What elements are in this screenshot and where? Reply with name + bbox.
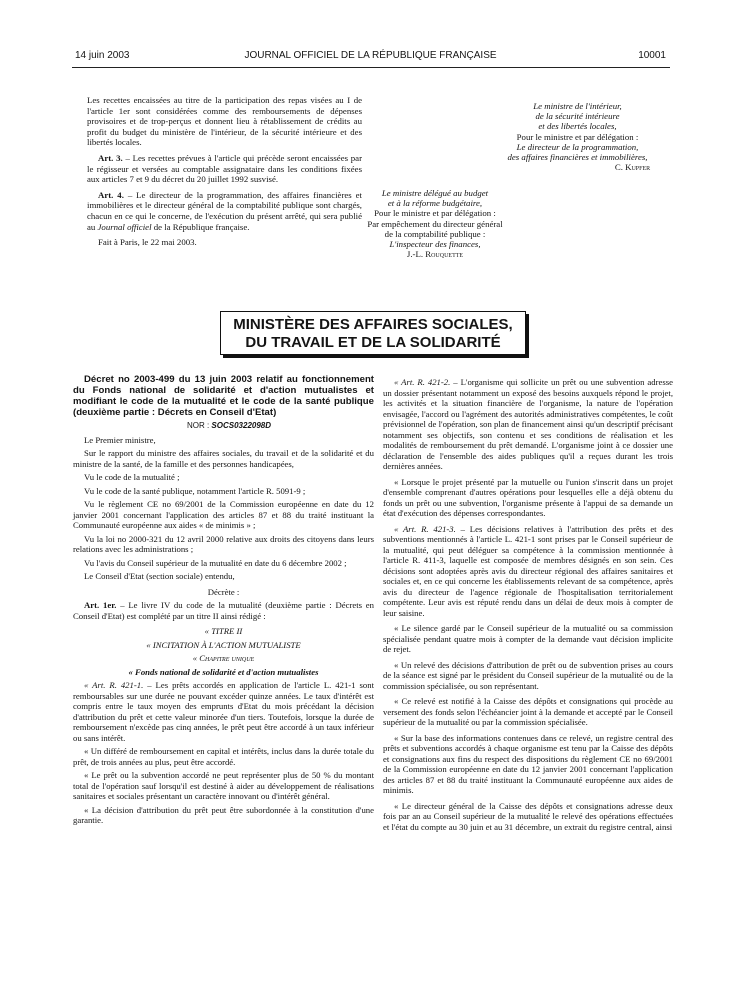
art4-journal: Journal officiel bbox=[97, 221, 152, 232]
header-page-number: 10001 bbox=[638, 50, 666, 61]
top-left-column bbox=[87, 95, 362, 251]
signature-block-budget bbox=[350, 188, 520, 259]
nor-label: NOR : bbox=[186, 421, 212, 430]
sig2-line: L'inspecteur des finances, bbox=[389, 239, 481, 250]
header-journal-title: JOURNAL OFFICIEL DE LA RÉPUBLIQUE FRANÇAISE bbox=[244, 50, 497, 61]
paragraph-releve: « Un relevé des décisions d'attribution de prêt ou de subvention prises au cours de la séance est signé par le président du Conseil supérieur de la mutualité ou de la commission spécialisée, ou son représentant. bbox=[383, 659, 673, 691]
sig1-name: C. Kupfer bbox=[614, 162, 651, 173]
heading-incitation: « INCITATION À L'ACTION MUTUALISTE bbox=[146, 639, 301, 650]
paragraph-recettes: Les recettes encaissées au titre de la participation des repas visées au I de l'article 1er sont considérées comme des remboursements de dépenses provisoires et de trop-perçus et donnent lieu à rétablissement de crédits au profit du budget du ministère de l'intérieur, de la sécurité intérieure et des libertés locales. bbox=[87, 95, 362, 148]
r4213-text: – Les décisions relatives à l'attribution des prêts et des subventions mentionnés à l'article L. 421-1 sont prises par le Conseil supérieur de la mutualité, qui peut déléguer sa compétence à la commission mentionnée à l'article R. 411-3, laquelle est composée de membres désignés en son sein. Ces décisions sont adoptées après avis du directeur régional des affaires sanitaires et sociales et, en ce qui concerne les établissements relevant de sa compétence, après avis du directeur de l'agence régionale de l'hospitalisation territorialement compétente. Leur avis est réputé rendu dans un délai de deux mois à compter de leur saisine. bbox=[383, 523, 673, 618]
heading-chapitre: « Chapitre unique bbox=[192, 653, 255, 663]
paragraph-notifie: « Ce relevé est notifié à la Caisse des dépôts et consignations qui procède au versement des fonds selon l'échéancier joint à la demande et accepté par le Conseil supérieur de la mutualité ou par la commission spécialisée. bbox=[383, 696, 673, 727]
ministry-heading-box bbox=[220, 311, 526, 355]
paragraph-base: « Sur la base des informations contenues dans ce relevé, un registre central des prêts et subventions accordés à chaque organisme est tenu par la Caisse des dépôts et consignations aux fins du respect des dispositions du règlement CE no 69/2001 de la Commission européenne en date du 12 janvier 2001 concernant l'application des articles 87 et 88 du traité instituant la Communauté européenne aux aides de minimis. bbox=[383, 732, 673, 795]
art4-label: Art. 4. bbox=[98, 189, 124, 200]
sig1-line: des affaires financières et immobilières, bbox=[507, 152, 648, 163]
signature-block-interieur bbox=[470, 101, 685, 172]
art1-label: Art. 1er. bbox=[84, 600, 117, 610]
art4-text-b: de la République française. bbox=[151, 221, 250, 232]
sig2-line: de la comptabilité publique : bbox=[384, 228, 486, 239]
heading-titre: « TITRE II bbox=[204, 626, 243, 636]
paragraph-art-r421-1 bbox=[73, 680, 374, 743]
art4-text-a: – Le directeur de la programmation, des affaires financières et immobilières et le directeur général de la comptabilité publique sont chargés, chacun en ce qui le concerne, de l'exécution du présent arrêté, qui sera publié au bbox=[87, 189, 362, 232]
paragraph-rapport: Sur le rapport du ministre des affaires sociales, du travail et de la solidarité et du ministre de la santé, de la famille et des personnes handicapées, bbox=[73, 448, 374, 469]
paragraph-art4 bbox=[87, 190, 362, 232]
r4212-text: – L'organisme qui sollicite un prêt ou une subvention adresse un dossier présentant notamment un exposé des besoins auxquels répond le projet, les activités et la situation financière de l'organisme, la nature de l'opération envisagée, l'accord ou l'agrément des autorités administratives compétentes, le coût prévisionnel de l'opération, son plan de financement ainsi qu'un descriptif précisant notamment ses objectifs, son contenu et ses conditions de réalisation et les modalités de remboursement du prêt demandé. L'organisme joint à ce dossier une déclaration de l'ensemble des aides publiques qu'il a reçues durant les trois dernières années. bbox=[383, 377, 673, 471]
paragraph-art3 bbox=[87, 153, 362, 185]
sig1-line: et des libertés locales, bbox=[538, 121, 617, 132]
decree-right-column bbox=[383, 377, 673, 835]
r4211-label: « Art. R. 421-1. bbox=[84, 680, 144, 690]
sig2-line: Par empêchement du directeur général bbox=[367, 218, 503, 229]
art1-text: – Le livre IV du code de la mutualité (deuxième partie : Décrets en Conseil d'Etat) est complété par un titre II ainsi rédigé : bbox=[73, 600, 375, 621]
paragraph-premier-ministre: Le Premier ministre, bbox=[84, 434, 156, 445]
heading-fonds: « Fonds national de solidarité et d'action mutualistes bbox=[128, 666, 319, 677]
paragraph-vu: Vu la loi no 2000-321 du 12 avril 2000 relative aux droits des citoyens dans leurs relations avec les administrations ; bbox=[73, 533, 374, 554]
paragraph-vu: Vu le code de la mutualité ; bbox=[84, 472, 180, 482]
art3-label: Art. 3. bbox=[98, 152, 123, 163]
sig2-name: J.-L. Rouquette bbox=[406, 249, 464, 260]
ministry-line-1: MINISTÈRE DES AFFAIRES SOCIALES, bbox=[233, 316, 513, 333]
paragraph-vu: Vu le règlement CE no 69/2001 de la Commission européenne en date du 12 janvier 2001 concernant l'application des articles 87 et 88 du traité instituant la Communauté européenne aux aides « de minimis » ; bbox=[73, 499, 374, 530]
paragraph-directeur: « Le directeur général de la Caisse des dépôts et consignations adresse deux fois par an au Conseil supérieur de la mutualité le relevé des opérations effectuées et l'état du compte au 30 juin et au 31 décembre, un extrait du registre central, ainsi bbox=[383, 800, 673, 832]
paragraph-vu: Vu l'avis du Conseil supérieur de la mutualité en date du 6 décembre 2002 ; bbox=[84, 557, 347, 568]
sig2-line: Pour le ministre et par délégation : bbox=[374, 208, 496, 219]
sig2-line: Le ministre délégué au budget bbox=[381, 188, 489, 198]
paragraph-lorsque: « Lorsque le projet présenté par la mutuelle ou l'union s'inscrit dans un projet d'ensemble comprenant d'autres opérations pour lesquelles elle a déjà obtenu du fonds un prêt ou une subvention, l'organisme présente à l'appui de sa demande un état d'exécution des dépenses correspondantes. bbox=[383, 476, 673, 518]
r4212-label: « Art. R. 421-2. bbox=[394, 377, 451, 387]
r4211-text: – Les prêts accordés en application de l'article L. 421-1 sont remboursables sur une durée ne pouvant excéder quinze années. Le taux d'intérêt est compris entre le taux moyen des emprunts d'Etat du mois précédant la décision d'attribution du prêt et cette valeur minorée d'un tiers. Toutefois, lorsque la durée de remboursement n'excède pas cinq années, le prêt peut être accordé à un taux inférieur ou sans intérêt. bbox=[73, 680, 374, 743]
r4213-label: « Art. R. 421-3. bbox=[394, 523, 456, 534]
sig1-line: Le directeur de la programmation, bbox=[516, 141, 639, 152]
paragraph-conseil-etat: Le Conseil d'Etat (section sociale) entendu, bbox=[84, 571, 235, 581]
nor-code: SOCS0322098D bbox=[211, 421, 272, 430]
sig2-line: et à la réforme budgétaire, bbox=[387, 198, 483, 209]
paragraph-art-r421-3 bbox=[383, 524, 673, 619]
header-date: 14 juin 2003 bbox=[75, 50, 130, 61]
paragraph-differe: « Un différé de remboursement en capital et intérêts, inclus dans la durée totale du prêt, de trois années au plus, peut être accordé. bbox=[73, 746, 374, 767]
nor-reference bbox=[73, 421, 374, 432]
paragraph-silence: « Le silence gardé par le Conseil supérieur de la mutualité ou sa commission spécialisée pendant quatre mois à compter de la demande vaut décision implicite de rejet. bbox=[383, 623, 673, 654]
paragraph-vu: Vu le code de la santé publique, notamment l'article R. 5091-9 ; bbox=[84, 485, 306, 496]
decree-title: Décret no 2003-499 du 13 juin 2003 relatif au fonctionnement du Fonds national de solidarité et d'action mutualistes et modifiant le code de la mutualité et le code de la santé publique (deuxième partie : Décrets en Conseil d'Etat) bbox=[73, 374, 374, 418]
header-rule bbox=[72, 67, 670, 68]
paragraph-art1 bbox=[73, 600, 374, 621]
sig1-line: Pour le ministre et par délégation : bbox=[516, 131, 639, 142]
paragraph-pret: « Le prêt ou la subvention accordé ne peut représenter plus de 50 % du montant total de l'opération sauf lorsqu'il est destiné à aider au développement de réalisations sanitaires et sociales présentant un caractère innovant ou d'intérêt général. bbox=[73, 770, 374, 801]
sig1-line: de la sécurité intérieure bbox=[535, 111, 620, 122]
decree-left-column bbox=[73, 374, 374, 829]
paragraph-decrete: Décrète : bbox=[207, 586, 240, 597]
paragraph-art-r421-2 bbox=[383, 377, 673, 472]
sig1-line: Le ministre de l'intérieur, bbox=[533, 101, 622, 111]
art3-text: – Les recettes prévues à l'article qui précède seront encaissées par le régisseur et versées au comptable assignataire dans les conditions fixées aux articles 7 et 9 du décret du 20 juillet 1992 susvisé. bbox=[87, 152, 363, 185]
page-header bbox=[75, 50, 666, 64]
paragraph-decision: « La décision d'attribution du prêt peut être subordonnée à la constitution d'une garantie. bbox=[73, 804, 374, 825]
paragraph-fait: Fait à Paris, le 22 mai 2003. bbox=[98, 237, 197, 248]
ministry-line-2: DU TRAVAIL ET DE LA SOLIDARITÉ bbox=[245, 334, 501, 351]
